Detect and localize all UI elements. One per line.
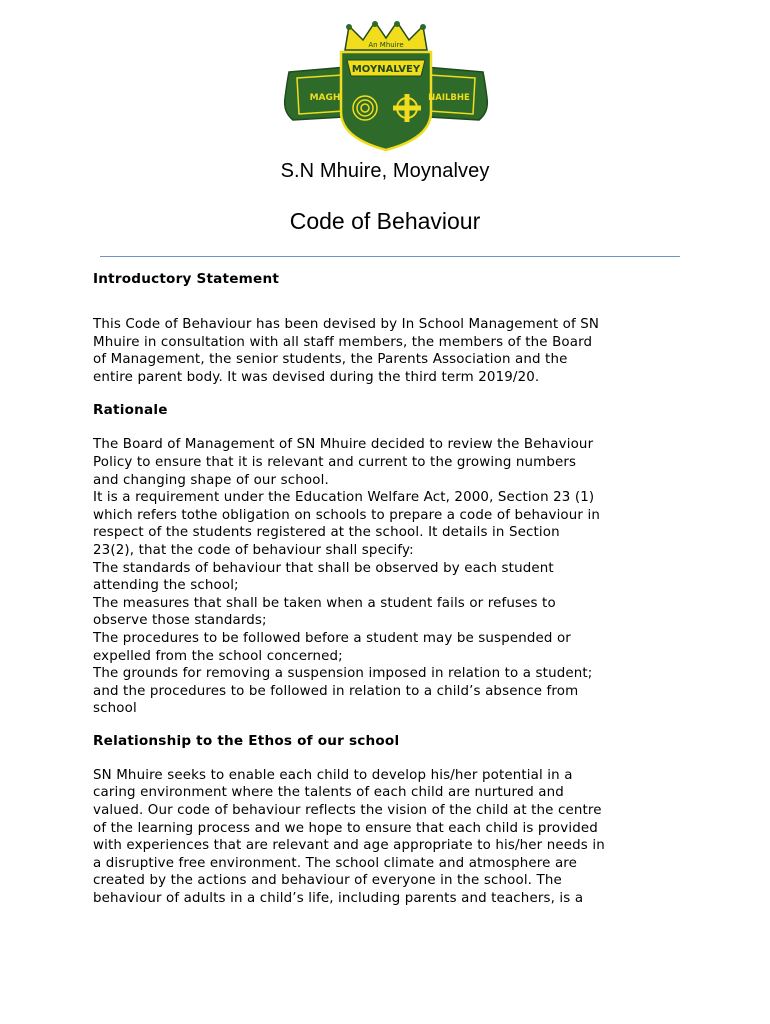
text-line: of Management, the senior students, the Parents Association and the (93, 352, 568, 368)
text-line: SN Mhuire seeks to enable each child to develop his/her potential in a (93, 767, 573, 783)
text-line: a disruptive free environment. The school climate and atmosphere are (93, 855, 578, 871)
text-line: and changing shape of our school. (93, 472, 329, 488)
text-line: The standards of behaviour that shall be observed by each student (93, 560, 554, 576)
document-body (93, 270, 693, 908)
crest-right-text: NAILBHE (428, 93, 470, 103)
crest-left-text: MAGH (309, 93, 341, 103)
title-divider (100, 256, 680, 257)
text-line: expelled from the school concerned; (93, 648, 343, 664)
text-line: caring environment where the talents of each child are nurtured and (93, 785, 564, 801)
school-name: S.N Mhuire, Moynalvey (280, 160, 490, 182)
text-line: respect of the students registered at the school. It details in Section (93, 525, 560, 541)
document-title: Code of Behaviour (289, 208, 481, 234)
text-line: behaviour of adults in a child’s life, including parents and teachers, is a (93, 891, 584, 907)
text-line: The measures that shall be taken when a student fails or refuses to (93, 595, 556, 611)
paragraph-rationale (93, 436, 693, 718)
section-heading-rationale: Rationale (93, 402, 168, 419)
text-line: observe those standards; (93, 613, 267, 629)
text-line: The procedures to be followed before a student may be suspended or (93, 630, 571, 646)
text-line: The Board of Management of SN Mhuire decided to review the Behaviour (93, 437, 594, 453)
text-line: entire parent body. It was devised during the third term 2019/20. (93, 369, 540, 385)
text-line: The grounds for removing a suspension imposed in relation to a student; (93, 666, 593, 682)
section-heading-introductory-statement: Introductory Statement (93, 271, 280, 287)
text-line: This Code of Behaviour has been devised by In School Management of SN (93, 317, 600, 332)
crest-top-text: An Mhuire (368, 41, 404, 49)
text-line: created by the actions and behaviour of everyone in the school. The (93, 873, 562, 889)
crest-banner-text: MOYNALVEY (351, 64, 421, 75)
text-line: attending the school; (93, 578, 239, 594)
text-line: of the learning process and we hope to ensure that each child is provided (93, 820, 598, 836)
text-line: 23(2), that the code of behaviour shall specify: (93, 542, 414, 558)
section-heading-ethos: Relationship to the Ethos of our school (93, 732, 400, 749)
text-line: It is a requirement under the Education Welfare Act, 2000, Section 23 (1) (93, 490, 595, 506)
text-line: with experiences that are relevant and age appropriate to his/her needs in (93, 838, 605, 854)
paragraph-introductory-statement (93, 316, 693, 386)
text-line: Mhuire in consultation with all staff members, the members of the Board (93, 334, 593, 350)
text-line: Policy to ensure that it is relevant and current to the growing numbers (93, 454, 577, 470)
text-line: school (93, 701, 137, 717)
school-crest-logo (281, 20, 491, 152)
text-line: which refers tothe obligation on schools to prepare a code of behaviour in (93, 507, 600, 523)
text-line: valued. Our code of behaviour reflects the vision of the child at the centre (93, 803, 602, 819)
paragraph-ethos (93, 767, 693, 908)
text-line: and the procedures to be followed in relation to a child’s absence from (93, 683, 579, 699)
